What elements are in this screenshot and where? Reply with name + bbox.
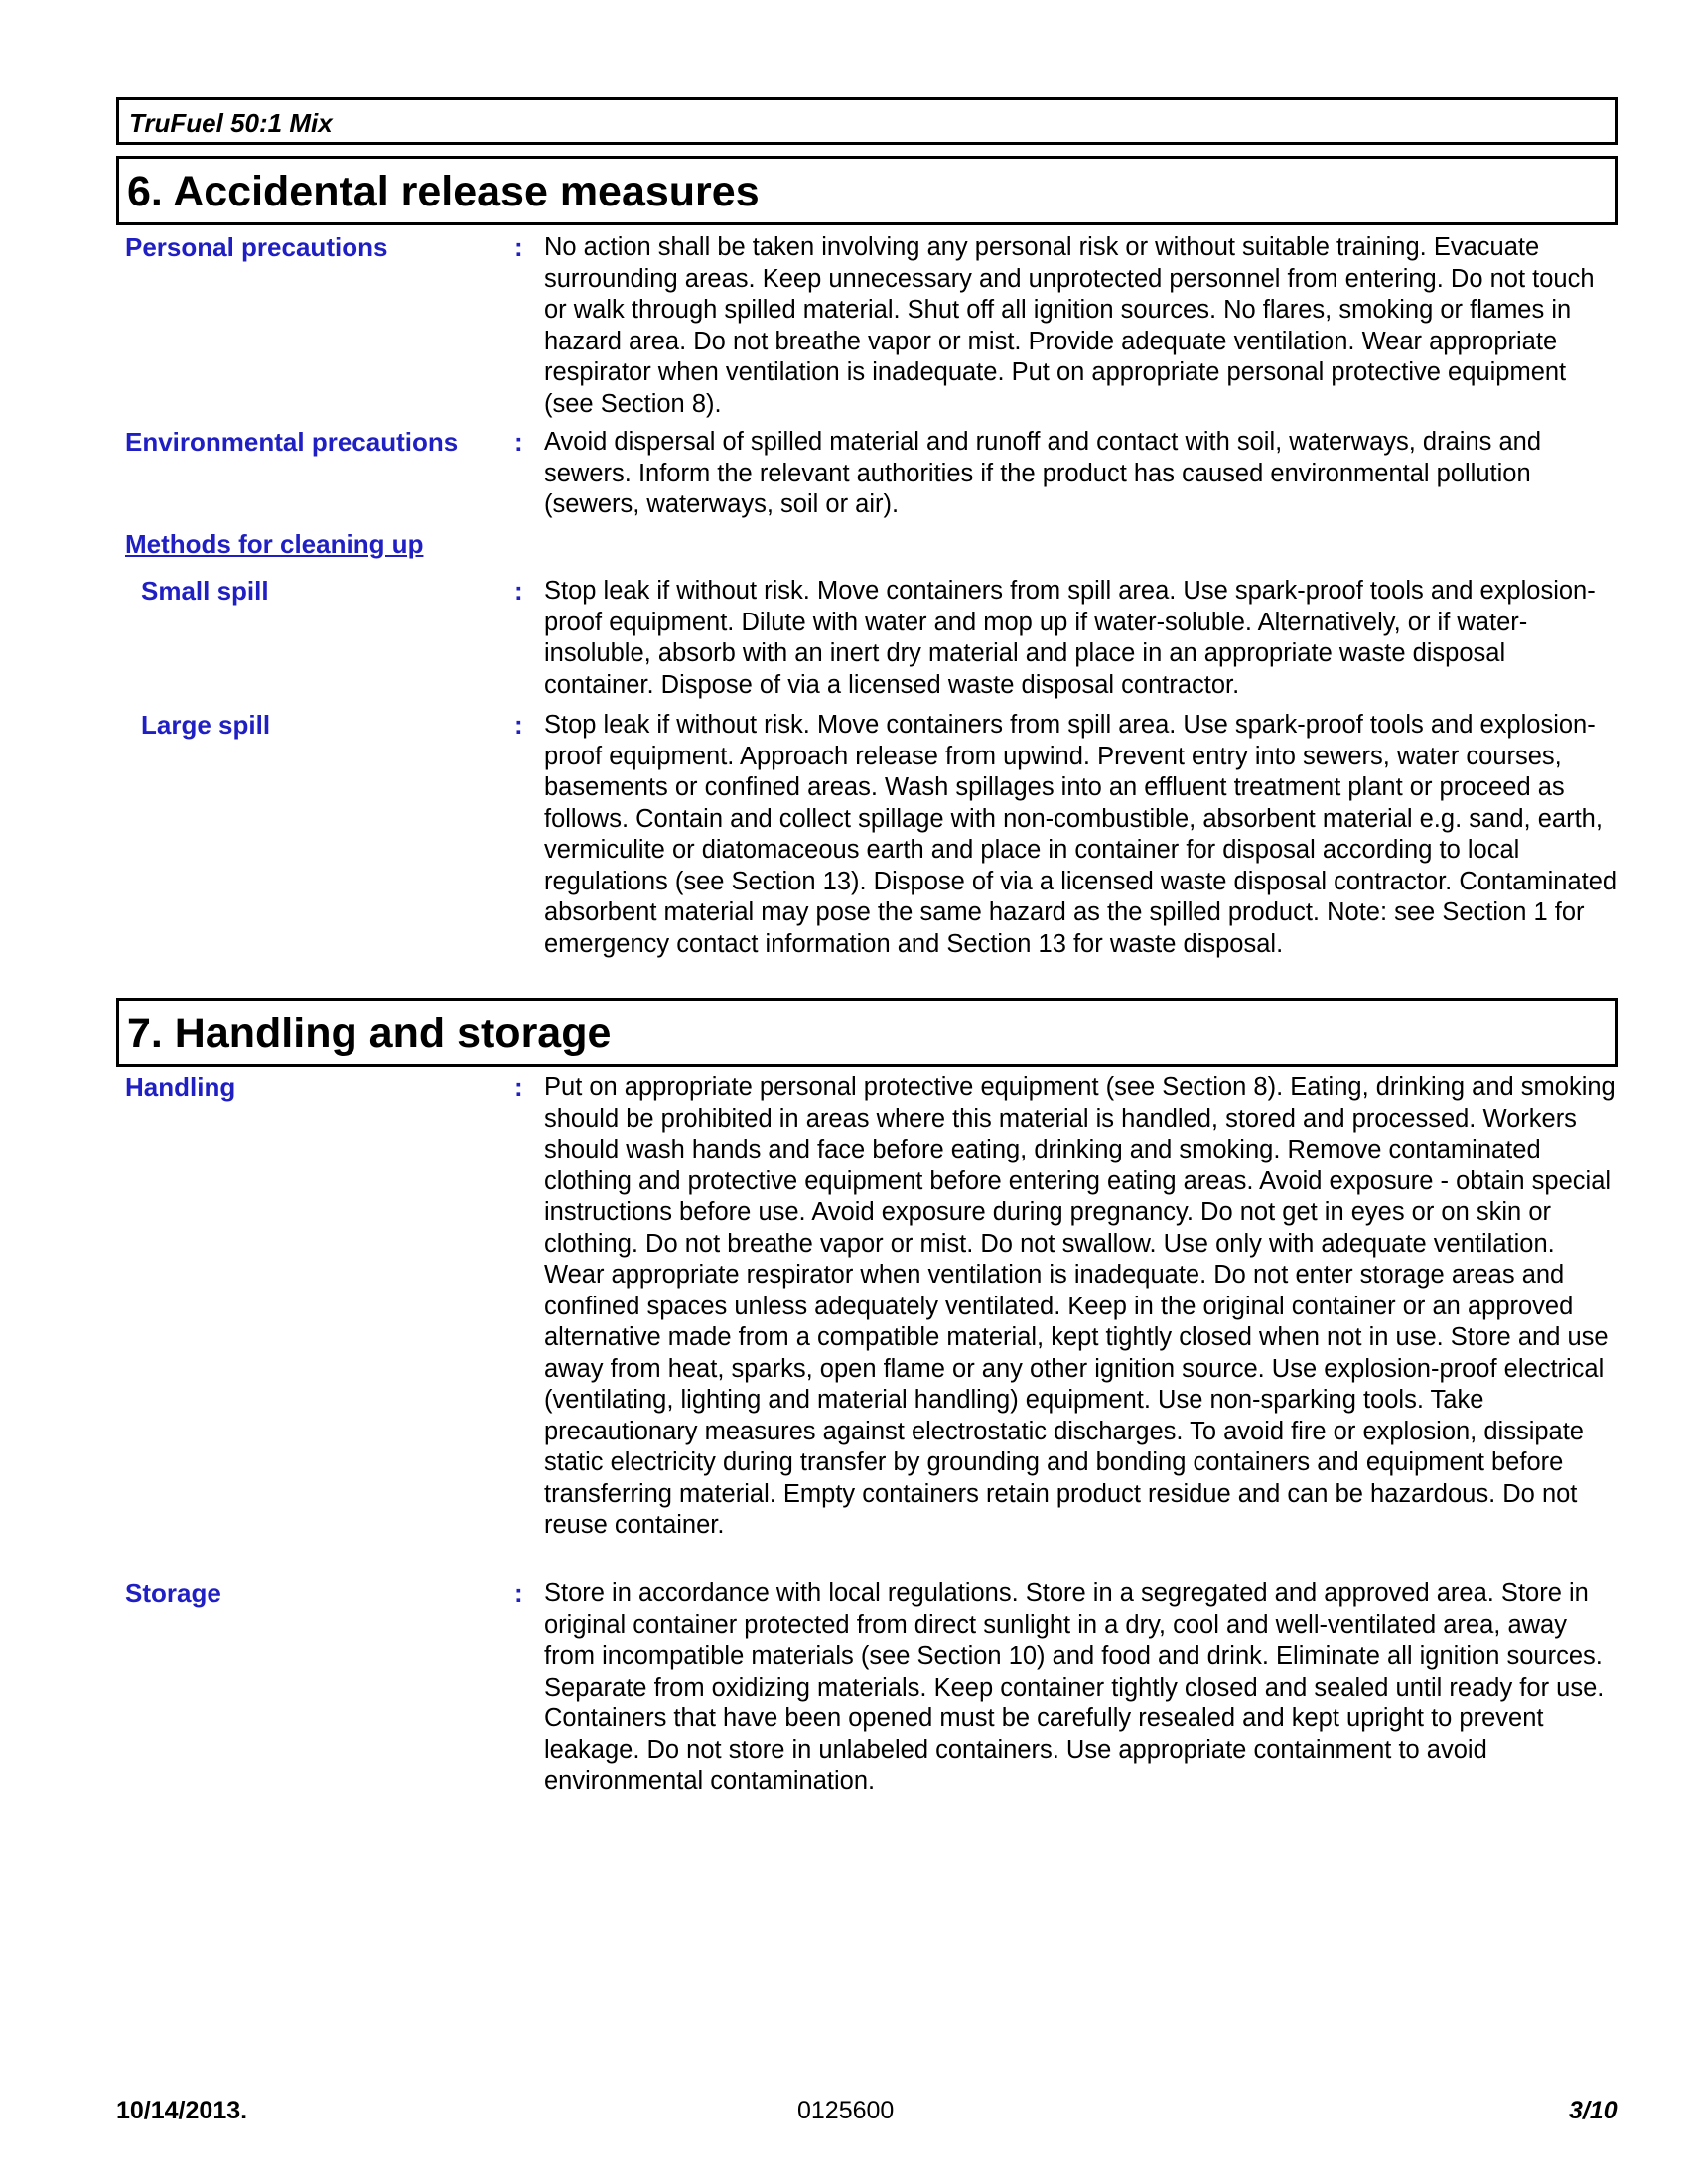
- footer-code: 0125600: [797, 2097, 895, 2124]
- separator-colon: :: [514, 1578, 523, 1608]
- footer-page-number: 3/10: [1569, 2097, 1618, 2124]
- product-name-header: TruFuel 50:1 Mix: [116, 97, 1618, 145]
- small-spill-label: Small spill: [141, 576, 269, 606]
- storage-text: Store in accordance with local regulations. Store in a segregated and approved area. Store in original container protected from direct sunlight in a dry, cool and well-ventilated area, away from incompatible materials (see Section 10) and food and drink. Eliminate all ignition sources. Separate from oxidizing materials. Keep container tightly closed and sealed until ready for use. Containers that have been opened must be carefully resealed and kept upright to prevent leakage. Do not store in unlabeled containers. Use appropriate containment to avoid environmental contamination.: [544, 1579, 1605, 1795]
- large-spill-text: Stop leak if without risk. Move containers from spill area. Use spark-proof tools and explosion-proof equipment. Approach release from upwind. Prevent entry into sewers, water courses, basements or confined areas. Wash spillages into an effluent treatment plant or proceed as follows. Contain and collect spillage with non-combustible, absorbent material e.g. sand, earth, vermiculite or diatomaceous earth and place in container for disposal according to local regulations (see Section 13). Dispose of via a licensed waste disposal contractor. Contaminated absorbent material may pose the same hazard as the spilled product. Note: see Section 1 for emergency contact information and Section 13 for waste disposal.: [544, 711, 1618, 958]
- handling-text: Put on appropriate personal protective equipment (see Section 8). Eating, drinking and smoking should be prohibited in areas where this material is handled, stored and processed. Workers should wash hands and face before eating, drinking and smoking. Remove contaminated clothing and protective equipment before entering eating areas. Avoid exposure - obtain special instructions before use. Avoid exposure during pregnancy. Do not get in eyes or on skin or clothing. Do not breathe vapor or mist. Do not swallow. Use only with adequate ventilation. Wear appropriate respirator when ventilation is inadequate. Do not enter storage areas and confined spaces unless adequately ventilated. Keep in the original container or an approved alternative made from a compatible material, kept tightly closed when not in use. Store and use away from heat, sparks, open flame or any other ignition source. Use explosion-proof electrical (ventilating, lighting and material handling) equipment. Use non-sparking tools. Take precautionary measures against electrostatic discharges. To avoid fire or explosion, dissipate static electricity during transfer by grounding and bonding containers and equipment before transferring material. Empty containers retain product residue and can be hazardous. Do not reuse container.: [544, 1073, 1616, 1539]
- separator-colon: :: [514, 427, 523, 457]
- environmental-precautions-label: Environmental precautions: [125, 427, 459, 457]
- separator-colon: :: [514, 1072, 523, 1102]
- personal-precautions-text: No action shall be taken involving any personal risk or without suitable training. Evacuate surrounding areas. Keep unnecessary and unprotected personnel from entering. Do not touch or walk through spilled material. Shut off all ignition sources. No flares, smoking or flames in hazard area. Do not breathe vapor or mist. Provide adequate ventilation. Wear appropriate respirator when ventilation is inadequate. Put on appropriate personal protective equipment (see Section 8).: [544, 233, 1595, 418]
- section-6-title: 6. Accidental release measures: [116, 156, 1618, 225]
- environmental-precautions-text: Avoid dispersal of spilled material and runoff and contact with soil, waterways, drains and sewers. Inform the relevant authorities if the product has caused environmental pollution (sewers, waterways, soil or air).: [544, 428, 1542, 518]
- separator-colon: :: [514, 576, 523, 606]
- handling-label: Handling: [125, 1072, 236, 1102]
- methods-for-cleaning-up-heading: Methods for cleaning up: [125, 529, 424, 559]
- large-spill-label: Large spill: [141, 710, 271, 740]
- separator-colon: :: [514, 232, 523, 262]
- small-spill-text: Stop leak if without risk. Move containers from spill area. Use spark-proof tools and explosion-proof equipment. Dilute with water and mop up if water-soluble. Alternatively, or if water-insoluble, absorb with an inert dry material and place in an appropriate waste disposal container. Dispose of via a licensed waste disposal contractor.: [544, 577, 1596, 699]
- personal-precautions-label: Personal precautions: [125, 232, 388, 262]
- separator-colon: :: [514, 710, 523, 740]
- storage-label: Storage: [125, 1578, 221, 1608]
- footer-date: 10/14/2013.: [116, 2097, 248, 2124]
- section-7-title: 7. Handling and storage: [116, 998, 1618, 1067]
